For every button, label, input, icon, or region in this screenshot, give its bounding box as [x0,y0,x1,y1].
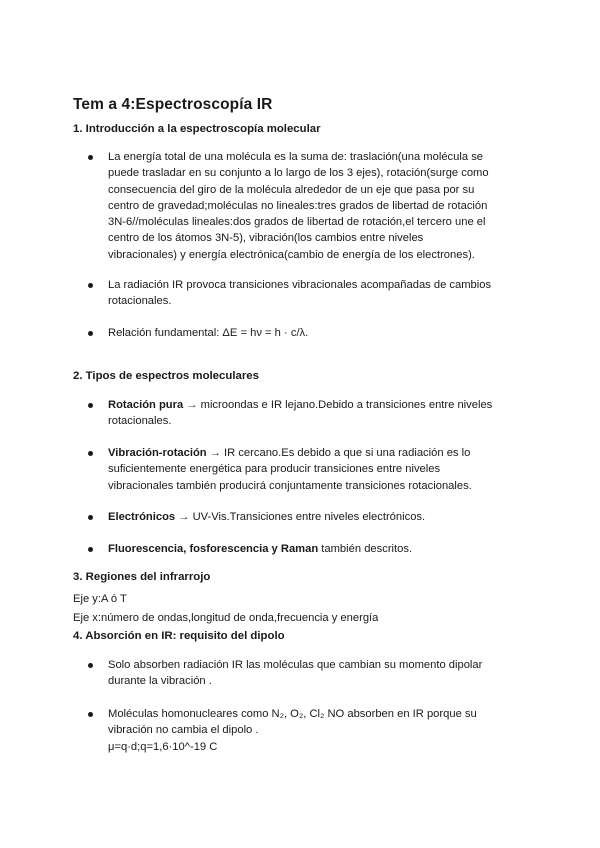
section-heading-1: 1. Introducción a la espectroscopía molecular [73,123,321,135]
page-title: Tem a 4:Espectroscopía IR [73,96,273,113]
text-line: durante la vibración . [108,675,212,688]
section-heading-4: 4. Absorción en IR: requisito del dipolo [73,630,285,642]
text-line: Solo absorben radiación IR las moléculas que cambian su momento dipolar [108,659,483,671]
term-label: Fluorescencia, fosforescencia y Raman [108,543,319,555]
text-line: también descritos. [318,543,413,555]
text-line: centro de gravedad;moléculas no lineales:tres grados de libertad de rotación [108,199,488,212]
term-label: Vibración-rotación [108,447,207,459]
arrow-icon: → [175,511,193,523]
term-label: Rotación pura [108,399,184,411]
text-line: 3N-6//moléculas lineales:dos grados de libertad de rotación,el tercero une el [108,216,486,229]
section-heading-3: 3. Regiones del infrarrojo [73,571,211,583]
term-label: Electrónicos [108,511,176,523]
text-line: La radiación IR provoca transiciones vibracionales acompañadas de cambios [108,279,492,291]
bullet-icon [88,663,93,668]
text-line: vibracionales también producirá conjuntamente transiciones rotacionales. [108,479,472,492]
bullet-icon [88,403,93,408]
bullet-icon [88,712,93,717]
text-line: La energía total de una molécula es la suma de: traslación(una molécula se [108,151,484,163]
bullet-icon [88,547,93,552]
text-line: Relación fundamental: ΔE = hν = h · c/λ. [108,327,309,339]
text-line: microondas e IR lejano.Debido a transiciones entre niveles [200,399,493,411]
bullet-icon [88,155,93,160]
arrow-icon: → [206,447,225,459]
text-line: Eje y:A ó T [73,593,127,605]
text-line: Eje x:número de ondas,longitud de onda,frecuencia y energía [73,612,379,624]
text-line: Moléculas homonucleares como N₂, O₂, Cl₂ NO absorben en IR porque su [108,708,477,720]
text-line: rotacionales. [108,295,172,308]
text-line: μ=q·d;q=1,6·10^-19 C [108,740,218,753]
arrow-icon: → [183,399,201,411]
text-line: UV-Vis.Transiciones entre niveles electrónicos. [192,511,426,523]
bullet-icon [88,451,93,456]
bullet-icon [88,331,93,336]
text-line: vibracionales) y energía electrónica(cambio de energía de los electrones). [108,248,475,261]
text-line: vibración no cambia el dipolo . [108,724,259,737]
bullet-icon [88,283,93,288]
section-heading-2: 2. Tipos de espectros moleculares [73,370,259,382]
text-line: suficientemente energética para producir transiciones entre niveles [108,463,441,476]
text-line: rotacionales. [108,415,172,428]
bullet-icon [88,515,93,520]
text-line: centro de los átomos 3N-5), vibración(los cambios entre niveles [108,232,424,245]
text-line: IR cercano.Es debido a que si una radiación es lo [224,447,471,459]
text-line: puede trasladar en su conjunto a lo largo de los 3 ejes), rotación(surge como [108,167,489,180]
text-line: consecuencia del giro de la molécula alrededor de un eje que pasa por su [108,183,475,196]
